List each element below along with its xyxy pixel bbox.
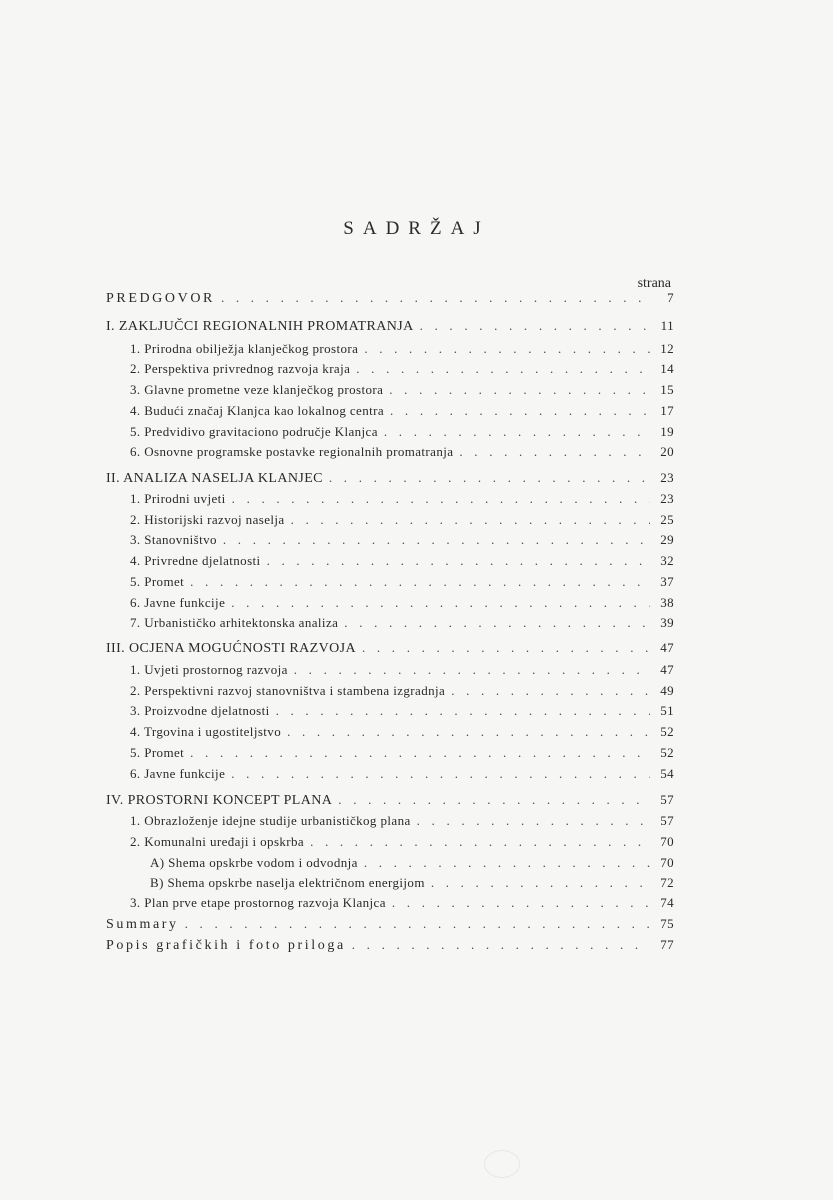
leader-dots [344,615,650,631]
leader-dots [390,403,650,419]
toc-entry-label: 1. Prirodna obilježja klanječkog prostora [130,341,359,356]
leader-dots [267,553,650,569]
toc-entry [130,745,674,765]
toc-entry-label: 3. Glavne prometne veze klanječkog prostora [130,382,384,397]
toc-entry [130,766,674,786]
toc-subentry [150,875,674,895]
leader-dots [389,382,650,398]
toc-entry [130,595,674,615]
toc-entry [130,341,674,361]
toc-entry-page: 37 [660,574,674,589]
toc-entry-label: Popis grafičkih i foto priloga [106,938,346,953]
toc-entry-label: 6. Javne funkcije [130,766,226,781]
toc-entry-label: 2. Komunalni uređaji i opskrba [130,834,305,849]
toc-entry-label: A) Shema opskrbe vodom i odvodnja [150,855,358,870]
toc-entry-label: 1. Obrazloženje idejne studije urbanističkog plana [130,813,411,828]
toc-section-1 [106,318,674,338]
leader-dots [294,662,650,678]
toc-entry-label: II. ANALIZA NASELJA KLANJEC [106,471,323,486]
toc-entry-label: 2. Perspektiva privrednog razvoja kraja [130,361,351,376]
toc-entry-label: 3. Proizvodne djelatnosti [130,703,270,718]
leader-dots [431,875,650,891]
leader-dots [310,834,650,850]
toc-entry-popis [106,937,674,957]
toc-entry-page: 39 [660,615,674,630]
toc-entry [130,382,674,402]
toc-entry-page: 52 [660,745,674,760]
toc-entry-label: I. ZAKLJUČCI REGIONALNIH PROMATRANJA [106,319,414,334]
leader-dots [221,290,650,306]
toc-section-4 [106,792,674,812]
toc-entry-label: 3. Stanovništvo [130,532,217,547]
toc-entry-page: 23 [660,470,674,485]
leader-dots [231,766,650,782]
toc-entry-label: 2. Perspektivni razvoj stanovništva i stambena izgradnja [130,683,446,698]
toc-entry-label: 4. Budući značaj Klanjca kao lokalnog centra [130,403,385,418]
toc-entry [130,512,674,532]
toc-entry-page: 11 [660,318,674,333]
leader-dots [352,937,650,953]
toc-entry [130,834,674,854]
page-column-label: strana [637,276,671,291]
toc-entry-page: 47 [660,640,674,655]
toc-entry [130,683,674,703]
toc-entry-page: 72 [660,875,674,890]
toc-entry-label: III. OCJENA MOGUĆNOSTI RAZVOJA [106,641,356,656]
toc-entry [130,444,674,464]
leader-dots [287,724,650,740]
toc-entry-label: 5. Promet [130,745,185,760]
toc-entry-page: 32 [660,553,674,568]
toc-entry-label: 4. Trgovina i ugostiteljstvo [130,724,282,739]
toc-entry-page: 74 [660,895,674,910]
toc-entry [130,403,674,423]
toc-entry-predgovor [106,290,674,310]
toc-entry-page: 29 [660,532,674,547]
toc-entry-page: 77 [660,937,674,952]
leader-dots [362,640,650,656]
leader-dots [392,895,650,911]
toc-entry [130,553,674,573]
toc-entry [130,491,674,511]
toc-entry-page: 7 [667,290,674,305]
toc-entry-page: 23 [660,491,674,506]
toc-entry-page: 49 [660,683,674,698]
toc-entry-page: 70 [660,855,674,870]
leader-dots [417,813,650,829]
leader-dots [329,470,650,486]
toc-entry-page: 57 [660,813,674,828]
toc-entry [130,532,674,552]
toc-entry-page: 12 [660,341,674,356]
toc-entry-label: 4. Privredne djelatnosti [130,553,261,568]
toc-entry [130,703,674,723]
toc-entry [130,724,674,744]
toc-entry-label: 5. Promet [130,574,185,589]
toc-entry-page: 51 [660,703,674,718]
toc-entry [130,662,674,682]
leader-dots [364,341,650,357]
toc-entry-label: PREDGOVOR [106,291,215,306]
toc-entry-label: IV. PROSTORNI KONCEPT PLANA [106,793,333,808]
leader-dots [185,916,650,932]
toc-entry-label: 1. Prirodni uvjeti [130,491,226,506]
toc-subentry [150,855,674,875]
leader-dots [459,444,650,460]
toc-entry-label: 3. Plan prve etape prostornog razvoja Klanjca [130,895,386,910]
toc-entry-page: 19 [660,424,674,439]
toc-entry-page: 54 [660,766,674,781]
leader-dots [190,745,650,761]
leader-dots [356,361,650,377]
toc-entry [130,615,674,635]
toc-section-3 [106,640,674,660]
toc-entry-page: 38 [660,595,674,610]
toc-entry [130,361,674,381]
toc-entry-page: 57 [660,792,674,807]
toc-entry-page: 14 [660,361,674,376]
toc-entry [130,574,674,594]
toc-entry-page: 17 [660,403,674,418]
leader-dots [338,792,650,808]
toc-entry-label: 6. Osnovne programske postavke regionalnih promatranja [130,444,454,459]
leader-dots [190,574,650,590]
toc-entry-page: 47 [660,662,674,677]
toc-entry-page: 75 [660,916,674,931]
leader-dots [223,532,650,548]
toc-entry-page: 70 [660,834,674,849]
leader-dots [384,424,650,440]
toc-entry-label: 5. Predvidivo gravitaciono područje Klanjca [130,424,378,439]
leader-dots [232,491,650,507]
paper-stain [484,1150,520,1178]
toc-entry-label: 7. Urbanističko arhitektonska analiza [130,615,339,630]
leader-dots [451,683,650,699]
toc-entry [130,813,674,833]
toc-entry-label: Summary [106,917,179,932]
toc-entry-label: 2. Historijski razvoj naselja [130,512,285,527]
page-title: SADRŽAJ [343,218,490,239]
toc-entry-label: 1. Uvjeti prostornog razvoja [130,662,288,677]
toc-entry-page: 20 [660,444,674,459]
toc-entry [130,895,674,915]
toc-section-2 [106,470,674,490]
toc-entry-page: 15 [660,382,674,397]
leader-dots [364,855,650,871]
leader-dots [291,512,650,528]
toc-entry [130,424,674,444]
toc-entry-summary [106,916,674,936]
toc-entry-label: B) Shema opskrbe naselja električnom energijom [150,875,425,890]
toc-entry-label: 6. Javne funkcije [130,595,226,610]
leader-dots [420,318,650,334]
toc-entry-page: 52 [660,724,674,739]
leader-dots [231,595,650,611]
leader-dots [276,703,650,719]
toc-entry-page: 25 [660,512,674,527]
